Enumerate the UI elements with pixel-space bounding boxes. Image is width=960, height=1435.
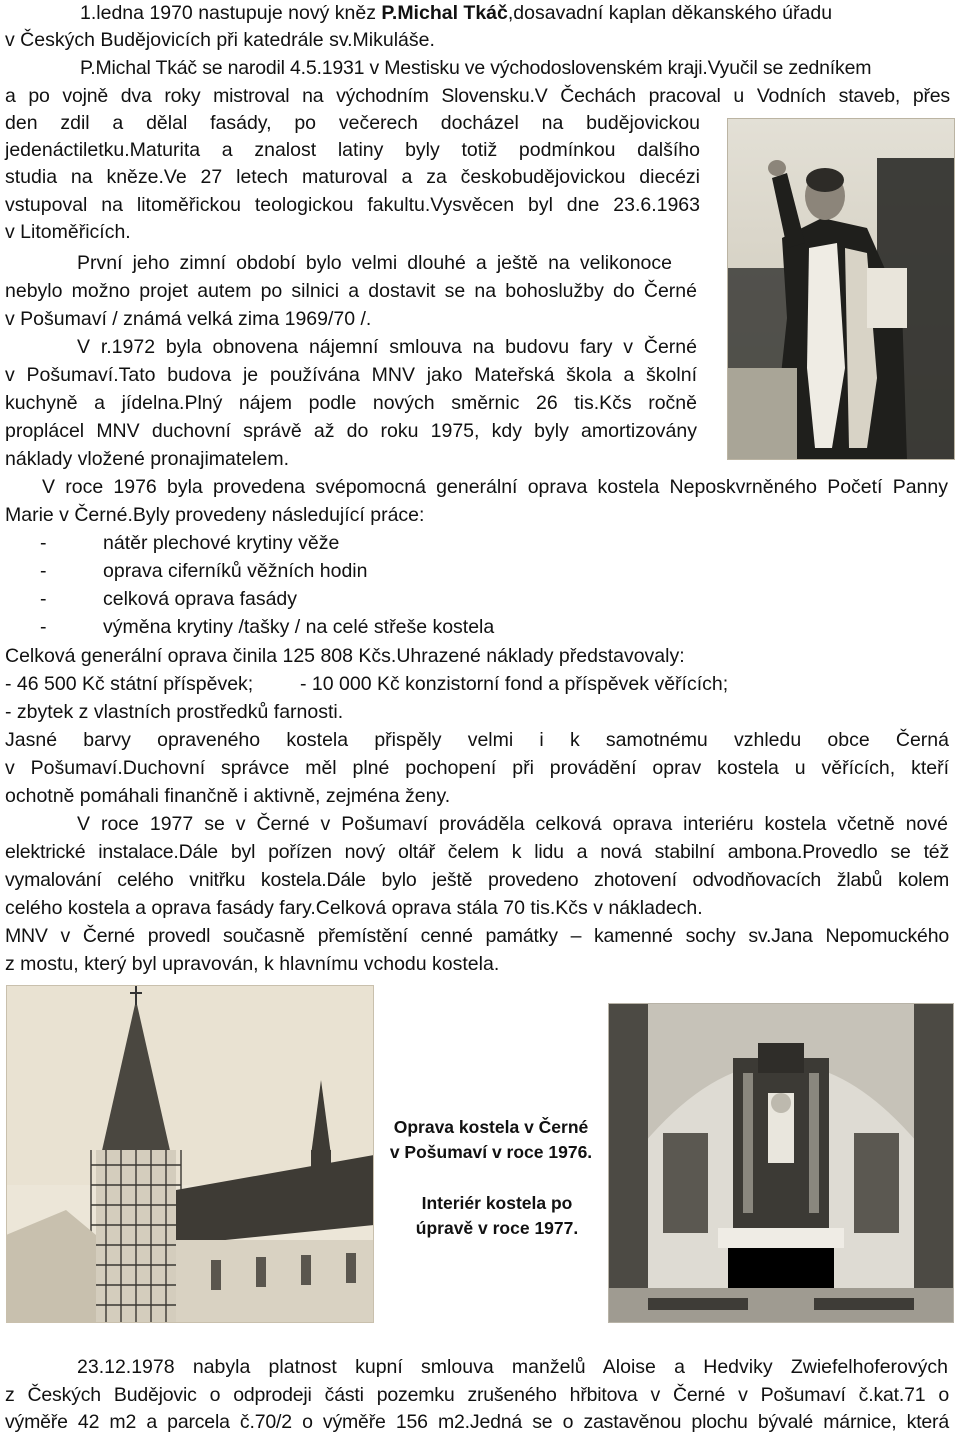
- caption-exterior: Oprava kostela v Černé v Pošumaví v roce 1976.: [389, 1117, 593, 1162]
- priest-photo-illustration: [727, 118, 955, 460]
- purchase-line-3: výměře 42 m2 a parcela č.70/2 o výměře 156 m2.Jedná se o zastavěnou plochu bývalé márnice, která: [5, 1411, 949, 1433]
- purchase-line-2: z Českých Budějovic o odprodeji části pozemku zrušeného hřbitova v Černé v Pošumaví č.kat.71 o: [5, 1384, 949, 1406]
- repair-cost-1: - 46 500 Kč státní příspěvek;: [5, 673, 254, 695]
- repair-comment-3: ochotně pomáhali finančně i aktivně, zejména ženy.: [5, 785, 451, 807]
- repair-line-2: Marie v Černé.Byly provedeny následující práce:: [5, 504, 425, 526]
- repair-list-item-4: výměna krytiny /tašky / na celé střeše kostela: [103, 616, 495, 638]
- lease-line-2: v Pošumaví.Tato budova je používána MNV jako Mateřská škola a školní: [5, 364, 697, 386]
- repair-list-item-3: celková oprava fasády: [103, 588, 298, 610]
- repair-list-dash-4: -: [40, 616, 47, 638]
- lease-line-5: náklady vložené pronajimatelem.: [5, 448, 289, 470]
- purchase-line-1: 23.12.1978 nabyla platnost kupní smlouva manželů Aloise a Hedviky Zwiefelhoferových: [77, 1356, 948, 1378]
- repair-list-item-1: nátěr plechové krytiny věže: [103, 532, 340, 554]
- priest-photo: [727, 118, 955, 460]
- intro-line-8: vstupoval na litoměřickou teologickou fakultu.Vysvěcen byl dne 23.6.1963: [5, 194, 700, 216]
- winter-line-1: První jeho zimní období bylo velmi dlouhé a ještě na velikonoce: [77, 252, 672, 274]
- lease-line-4: proplácel MNV duchovní správě až do roku 1975, kdy byly amortizovány: [5, 420, 697, 442]
- interior-line-6: z mostu, který byl upravován, k hlavnímu vchodu kostela.: [5, 953, 500, 975]
- repair-list-dash-2: -: [40, 560, 47, 582]
- intro-line-2: v Českých Budějovicích při katedrále sv.Mikuláše.: [5, 29, 435, 51]
- repair-list-item-2: oprava ciferníků věžních hodin: [103, 560, 368, 582]
- church-interior-photo: [608, 1003, 954, 1323]
- repair-total: Celková generální oprava činila 125 808 Kčs.Uhrazené náklady představovaly:: [5, 645, 685, 667]
- church-exterior-photo: [6, 985, 374, 1323]
- repair-cost-2: - 10 000 Kč konzistorní fond a příspěvek věřících;: [300, 673, 729, 695]
- lease-line-3: kuchyně a jídelna.Plný nájem podle nových směrnic 26 tis.Kčs ročně: [5, 392, 697, 414]
- repair-list-dash-3: -: [40, 588, 47, 610]
- intro-line-4: a po vojně dva roky mistroval na východním Slovensku.V Čechách pracoval u Vodních staveb, přes: [5, 85, 950, 107]
- priest-name: P.Michal Tkáč: [381, 2, 508, 24]
- church-exterior-illustration: [6, 985, 374, 1323]
- repair-line-1: V roce 1976 byla provedena svépomocná generální oprava kostela Neposkvrněného Početí Panny: [42, 476, 948, 498]
- repair-list-dash-1: -: [40, 532, 47, 554]
- intro-line-3: P.Michal Tkáč se narodil 4.5.1931 v Mestisku ve východoslovenském kraji.Vyučil se zedníkem: [80, 57, 872, 79]
- interior-line-3: vymalování celého vnitřku kostela.Dále bylo ještě provedeno zhotovení odvodňovacích žlabů kolem: [5, 869, 949, 891]
- church-interior-illustration: [608, 1003, 954, 1323]
- winter-line-3: v Pošumaví / známá velká zima 1969/70 /.: [5, 308, 372, 330]
- interior-line-4: celého kostela a oprava fasády fary.Celková oprava stála 70 tis.Kčs v nákladech.: [5, 897, 703, 919]
- repair-cost-3: - zbytek z vlastních prostředků farnosti.: [5, 701, 344, 723]
- interior-line-2: elektrické instalace.Dále byl pořízen nový oltář čelem k lidu a nová stabilní ambona.Provedlo se též: [5, 841, 949, 863]
- intro-line-1: 1.ledna 1970 nastupuje nový kněz P.Michal Tkáč,dosavadní kaplan děkanského úřadu: [80, 2, 833, 24]
- repair-comment-2: v Pošumaví.Duchovní správce měl plné pochopení při provádění oprav kostela u věřících, kteří: [5, 757, 949, 779]
- repair-comment-1: Jasné barvy opraveného kostela přispěly velmi i k samotnému vzhledu obce Černá: [5, 729, 949, 751]
- intro-line-6: jedenáctiletku.Maturita a znalost latiny byly totiž podmínkou dalšího: [5, 139, 700, 161]
- intro-line-5: den zdil a dělal fasády, po večerech docházel na budějovickou: [5, 112, 700, 134]
- intro-line-7: studia na kněze.Ve 27 letech maturoval a za českobudějovickou diecézi: [5, 166, 700, 188]
- winter-line-2: nebylo možno projet autem po silnici a dostavit se na bohoslužby do Černé: [5, 280, 697, 302]
- interior-line-5: MNV v Černé provedl současně přemístění cenné památky – kamenné sochy sv.Jana Nepomuckého: [5, 925, 949, 947]
- interior-line-1: V roce 1977 se v Černé v Pošumaví prováděla celková oprava interiéru kostela včetně nové: [77, 813, 948, 835]
- intro-line-9: v Litoměřicích.: [5, 221, 131, 243]
- lease-line-1: V r.1972 byla obnovena nájemní smlouva na budovu fary v Černé: [77, 336, 697, 358]
- caption-interior: Interiér kostela po úpravě v roce 1977.: [415, 1193, 579, 1238]
